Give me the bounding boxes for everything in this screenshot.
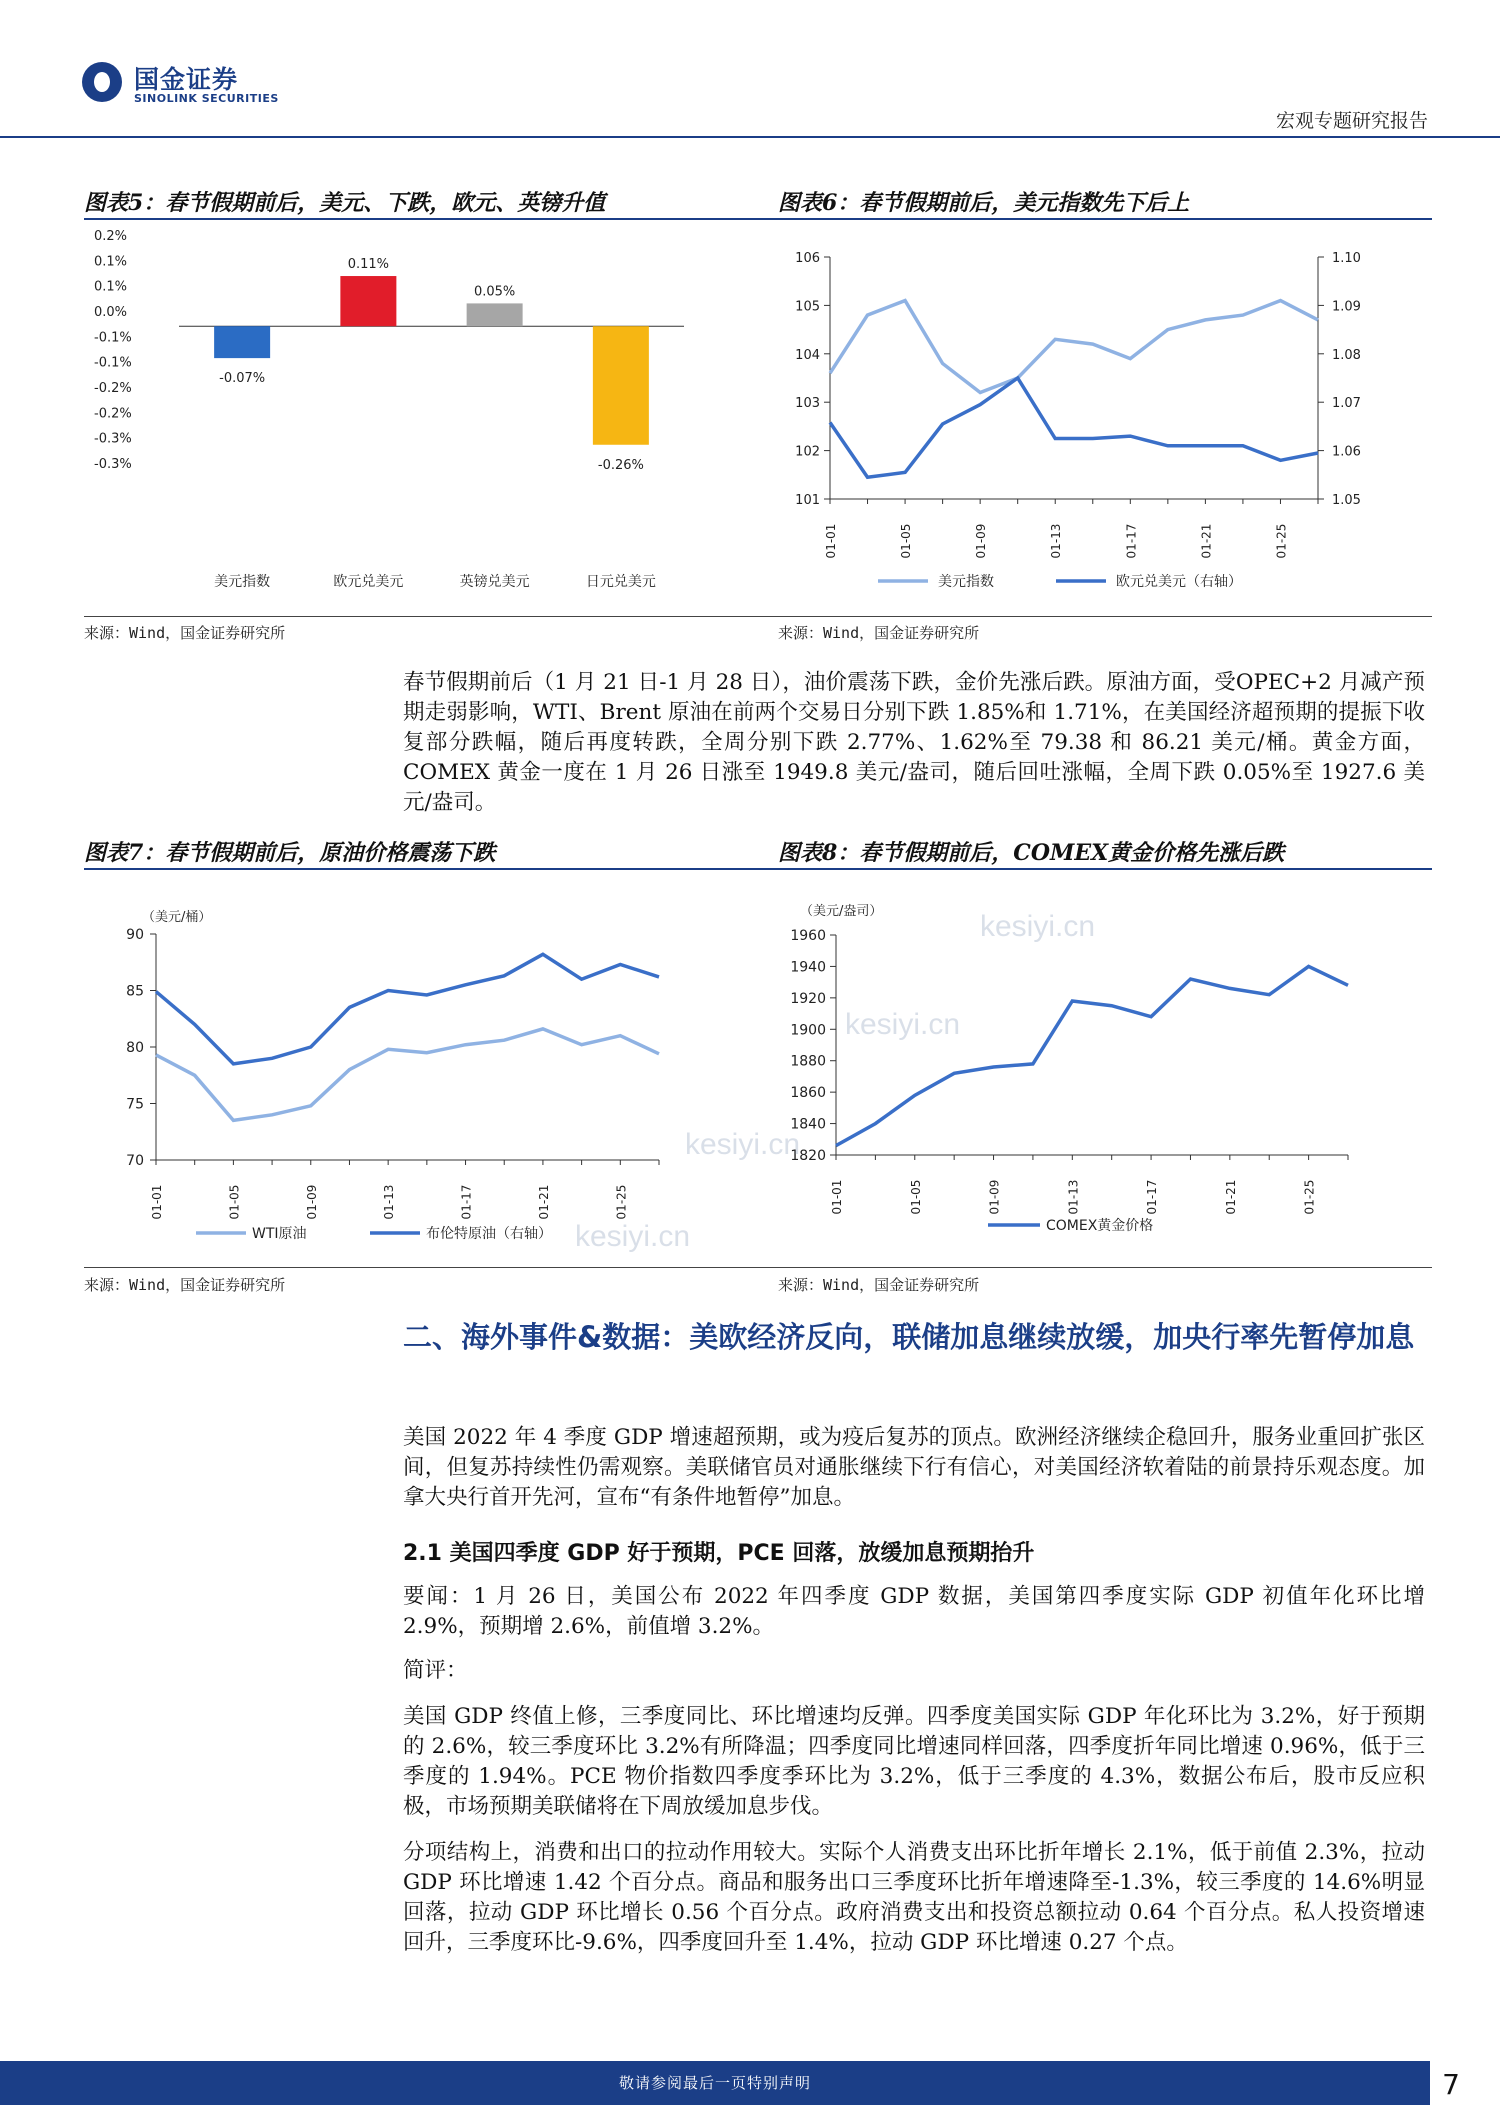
category-label: 英镑兑美元 (459, 574, 530, 590)
x-tick-label: 01-25 (1274, 523, 1289, 559)
legend-label: 美元指数 (938, 574, 994, 590)
paragraph-text: 分项结构上，消费和出口的拉动作用较大。实际个人消费支出环比折年增长 2.1%，低于前值 2.3%，拉动 GDP 环比增速 1.42 个百分点。商品和服务出口三季度环比折年增速降至-1.3%，较三季度的 14.6%明显回落，拉动 GDP 环比增长 0.56 个百分点。政府消费支出和投资总额拉动 0.64 个百分点。私人投资增速回升，三季度环比-9.6%，四季度回升至 1.4%，拉动 GDP 环比增速 0.27 个点。 (403, 1840, 1425, 1955)
x-tick-label: 01-01 (150, 1184, 164, 1220)
y-tick-label-right: 1.06 (1332, 444, 1361, 460)
legend-label: COMEX黄金价格 (1046, 1218, 1154, 1234)
paragraph-oil-gold (403, 668, 1425, 818)
x-tick-label: 01-05 (227, 1184, 242, 1220)
header-divider (0, 136, 1500, 138)
fig7-source: 来源：Wind，国金证券研究所 (84, 1276, 286, 1294)
y-tick-label: 1860 (790, 1085, 826, 1102)
fig5-title: 图表5：春节假期前后，美元、下跌，欧元、英镑升值 (84, 190, 606, 216)
x-tick-label: 01-01 (824, 523, 838, 559)
data-label: 0.05% (473, 284, 516, 300)
x-tick-label: 01-09 (304, 1184, 319, 1220)
category-label: 欧元兑美元 (333, 574, 404, 590)
y-tick-label-right: 1.09 (1332, 299, 1361, 315)
watermark: kesiyi.cn (575, 1220, 691, 1253)
x-tick-label: 01-21 (536, 1184, 551, 1220)
y-tick-label: 75 (126, 1096, 144, 1113)
paragraph-comment-label (403, 1656, 1425, 1686)
y-tick-label-left: 103 (795, 396, 820, 412)
y-tick-label: 0.1% (94, 254, 128, 270)
y-tick-label-left: 101 (795, 493, 820, 508)
x-tick-label: 01-05 (908, 1179, 923, 1215)
legend-label: 欧元兑美元（右轴） (1116, 574, 1242, 590)
data-label: -0.07% (219, 371, 266, 387)
x-tick-label: 01-25 (614, 1184, 629, 1220)
paragraph-text: 要闻：1 月 26 日，美国公布 2022 年四季度 GDP 数据，美国第四季度实际 GDP 初值年化环比增 2.9%，预期增 2.6%，前值增 3.2%。 (403, 1584, 1425, 1639)
fig7-title: 图表7：春节假期前后，原油价格震荡下跌 (84, 840, 496, 866)
paragraph-news (403, 1582, 1425, 1642)
y-tick-label: -0.3% (94, 457, 132, 472)
y-tick-label: -0.1% (94, 355, 132, 371)
y-tick-label-left: 106 (795, 251, 820, 266)
y-tick-label-right: 1.10 (1332, 251, 1361, 266)
category-label: 日元兑美元 (585, 574, 656, 590)
y-tick-label: 1940 (790, 959, 826, 976)
y-tick-label: 90 (126, 927, 144, 943)
bar (214, 326, 270, 358)
series-line (830, 301, 1318, 393)
watermark: kesiyi.cn (845, 1008, 961, 1041)
fig8-title: 图表8：春节假期前后，COMEX黄金价格先涨后跌 (778, 840, 1285, 866)
report-type: 宏观专题研究报告 (1275, 110, 1428, 132)
paragraph-overview (403, 1423, 1425, 1513)
paragraph-gdp-structure (403, 1838, 1425, 1958)
y-tick-label: 0.0% (94, 305, 128, 320)
paragraph-text: 春节假期前后（1 月 21 日-1 月 28 日），油价震荡下跌，金价先涨后跌。原油方面，受OPEC+2 月减产预期走弱影响，WTI、Brent 原油在前两个交易日分别下跌 1.85%和 1.71%，在美国经济超预期的提振下收复部分跌幅，随后再度转跌，全周分别下跌 2.77%、1.62%至 79.38 和 86.21 美元/桶。黄金方面，COMEX 黄金一度在 1 月 26 日涨至 1949.8 美元/盎司，随后回吐涨幅，全周下跌 0.05%至 1927.6 美元/盎司。 (403, 670, 1425, 815)
fig6-chart (778, 225, 1432, 603)
x-tick-label: 01-01 (830, 1179, 844, 1215)
y-tick-label: 1920 (790, 990, 826, 1007)
y-tick-label-right: 1.05 (1332, 493, 1361, 508)
fig-row1-top-rule (84, 218, 1432, 220)
fig7-chart (84, 875, 724, 1260)
x-tick-label: 01-17 (1145, 1179, 1160, 1215)
bar (467, 303, 523, 326)
y-tick-label: -0.3% (94, 431, 132, 447)
x-tick-label: 01-09 (987, 1179, 1002, 1215)
fig8-chart (778, 875, 1432, 1260)
y-tick-label: -0.2% (94, 406, 132, 422)
legend-label: WTI原油 (252, 1226, 307, 1242)
y-tick-label: 85 (126, 983, 144, 1000)
series-line (156, 954, 659, 1064)
bar (340, 276, 396, 326)
x-tick-label: 01-17 (459, 1184, 474, 1220)
logo-en: SINOLINK SECURITIES (134, 92, 279, 105)
fig-row2-top-rule (84, 868, 1432, 870)
x-tick-label: 01-25 (1302, 1179, 1317, 1215)
y-tick-label: 1960 (790, 928, 826, 944)
page-number: 7 (1442, 2068, 1460, 2101)
x-tick-label: 01-09 (974, 523, 989, 559)
watermark: kesiyi.cn (980, 910, 1096, 943)
fig5-chart (84, 225, 724, 603)
paragraph-gdp-revision (403, 1702, 1425, 1822)
fig5-source: 来源：Wind，国金证券研究所 (84, 624, 286, 642)
footer-notice: 敬请参阅最后一页特别声明 (618, 2074, 811, 2092)
x-tick-label: 01-17 (1124, 523, 1139, 559)
subsection-title: 2.1 美国四季度 GDP 好于预期，PCE 回落，放缓加息预期抬升 (403, 1541, 1035, 1566)
series-line (830, 378, 1318, 477)
y-tick-label: 1840 (790, 1116, 826, 1133)
logo-icon (82, 62, 122, 102)
x-tick-label: 01-13 (1066, 1179, 1081, 1215)
y-tick-label: 1820 (790, 1148, 826, 1164)
data-label: 0.11% (347, 257, 390, 273)
x-tick-label: 01-21 (1199, 523, 1214, 559)
y-tick-label-left: 105 (795, 299, 820, 315)
series-line (156, 1029, 659, 1121)
bar (593, 326, 649, 445)
paragraph-text: 美国 2022 年 4 季度 GDP 增速超预期，或为疫后复苏的顶点。欧洲经济继续企稳回升，服务业重回扩张区间，但复苏持续性仍需观察。美联储官员对通胀继续下行有信心，对美国经济软着陆的前景持乐观态度。加拿大央行首开先河，宣布“有条件地暂停”加息。 (403, 1425, 1425, 1510)
data-label: -0.26% (597, 457, 644, 473)
y-tick-label: 1900 (790, 1022, 826, 1039)
fig-row1-bottom-rule (84, 616, 1432, 617)
section-title: 二、海外事件&数据：美欧经济反向，联储加息继续放缓，加央行率先暂停加息 (403, 1320, 1415, 1354)
y-tick-label: 0.2% (94, 229, 128, 244)
y-tick-label-right: 1.08 (1332, 347, 1361, 363)
logo-cn: 国金证券 (134, 65, 239, 94)
paragraph-text: 简评： (403, 1658, 468, 1683)
y-tick-label: 0.1% (94, 279, 128, 295)
fig6-source: 来源：Wind，国金证券研究所 (778, 624, 980, 642)
y-tick-label-right: 1.07 (1332, 396, 1361, 412)
x-tick-label: 01-21 (1223, 1179, 1238, 1215)
y-tick-label: 1880 (790, 1053, 826, 1070)
fig8-source: 来源：Wind，国金证券研究所 (778, 1276, 980, 1294)
y-axis-unit: （美元/桶） (142, 910, 212, 925)
legend-label: 布伦特原油（右轴） (426, 1226, 552, 1242)
y-tick-label: 80 (126, 1040, 144, 1056)
y-tick-label: -0.1% (94, 330, 132, 346)
y-tick-label: -0.2% (94, 381, 132, 396)
x-tick-label: 01-05 (899, 523, 914, 559)
x-tick-label: 01-13 (1049, 523, 1064, 559)
fig-row2-bottom-rule (84, 1267, 1432, 1268)
fig6-title: 图表6：春节假期前后，美元指数先下后上 (778, 190, 1190, 216)
x-tick-label: 01-13 (382, 1184, 397, 1220)
watermark: kesiyi.cn (685, 1128, 801, 1161)
paragraph-text: 美国 GDP 终值上修，三季度同比、环比增速均反弹。四季度美国实际 GDP 年化环比为 3.2%，好于预期的 2.6%，较三季度环比 3.2%有所降温；四季度同比增速同样回落，四季度折年同比增速 0.96%，低于三季度的 1.94%。PCE 物价指数四季度季环比为 3.2%，低于三季度的 4.3%，数据公布后，股市反应积极，市场预期美联储将在下周放缓加息步伐。 (403, 1704, 1425, 1819)
y-tick-label-left: 102 (795, 444, 820, 460)
series-line (836, 966, 1348, 1145)
category-label: 美元指数 (214, 574, 271, 590)
y-tick-label: 70 (126, 1153, 144, 1169)
y-tick-label-left: 104 (795, 347, 820, 363)
y-axis-unit: （美元/盎司） (800, 904, 883, 919)
